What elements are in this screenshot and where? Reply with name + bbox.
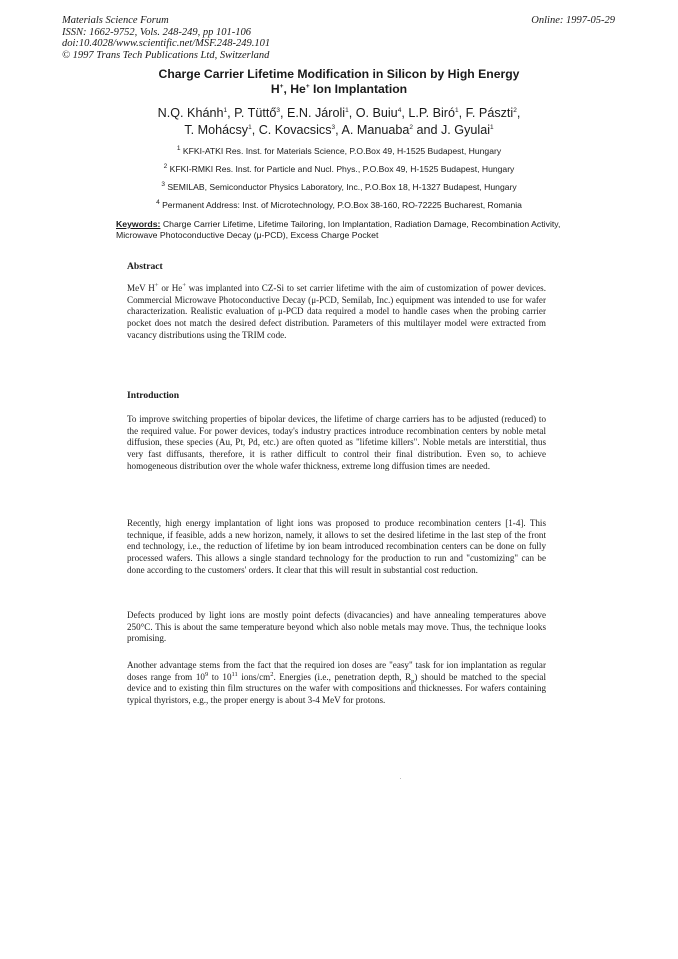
intro-paragraph-3: Defects produced by light ions are mostly point defects (divacancies) and have annealing temperatures above 250°C. This is about the same temperature beyond which also noble metals may move. Thus, the technique looks promising.	[127, 610, 546, 644]
and-word: and	[416, 122, 438, 137]
title-line-2	[62, 82, 616, 97]
title-rest: Ion Implantation	[309, 81, 408, 96]
paper-title	[62, 67, 616, 96]
journal-name: Materials Science Forum	[62, 15, 169, 26]
keywords-label: Keywords:	[116, 219, 161, 229]
affiliation: $^4$ Permanent Address: Inst. of Microtechnology, P.O.Box 38-160, RO-72225 Bucharest, Romania	[156, 199, 522, 210]
affiliation-list	[62, 142, 616, 214]
affiliation: $^1$ KFKI-ATKI Res. Inst. for Materials Science, P.O.Box 49, H-1525 Budapest, Hungary	[176, 145, 502, 156]
intro-paragraph-2: Recently, high energy implantation of light ions was proposed to produce recombination centers [1-4]. This technique, if feasible, adds a new horizon, namely, it allows to set the desired lifetime in the last step of the front end technology, i.e., the reduction of lifetime by ion beam introduced recombination centers can be done on fully processed wafers. This allows a single standard technology for the production to run and "customizing" can be done according to the customers' orders. It clear that this will result in substantial cost reduction.	[127, 518, 546, 575]
copyright-line: © 1997 Trans Tech Publications Ltd, Switzerland	[62, 49, 270, 61]
author: C. Kovacsics$^3$	[258, 122, 336, 137]
title-sup-2: +	[305, 82, 310, 90]
author: P. Tüttő$^3$	[234, 106, 280, 120]
author: T. Mohácsy$^1$	[184, 122, 252, 137]
affiliation: $^2$ KFKI-RMKI Res. Inst. for Particle and Nucl. Phys., P.O.Box 49, H-1525 Budapest, Hungary	[163, 163, 515, 174]
author-line-1: N.Q. Khánh$^1$, P. Tüttő$^3$, E.N. Jároli$^1$, O. Buiu$^4$, L.P. Biró$^1$, F. Pászti$^2$,	[157, 106, 521, 120]
title-line-1: Charge Carrier Lifetime Modification in Silicon by High Energy	[158, 67, 520, 81]
author-line-2: T. Mohácsy$^1$, C. Kovacsics$^3$, A. Manuaba$^2$ and J. Gyulai$^1$	[184, 122, 494, 137]
intro-paragraph-4: Another advantage stems from the fact that the required ion doses are "easy" task for ion implantation as regular doses range from $10^9$ to $10^{11}$ ions/$cm^2$. Energies (i.e., penetration depth, $R_p$) should be matched to the special device and to existing thin film structures on the wafer with compositions and thicknesses. For wafers containing typical thyristors, e.g., the proper energy is about 3-4 MeV for protons.	[127, 660, 546, 706]
author: F. Pászti$^2$	[465, 106, 517, 120]
abstract-heading: Abstract	[127, 261, 163, 272]
author: E.N. Jároli$^1$	[286, 106, 349, 120]
page-mark	[400, 778, 401, 779]
title-he: , He	[283, 81, 306, 96]
author-list	[62, 105, 616, 138]
intro-paragraph-1: To improve switching properties of bipolar devices, the lifetime of charge carriers has to be adjusted (reduced) to the required value. For power devices, today's industry practices introduce recombination centers by noble metal diffusion, these species (Au, Pt, Pd, etc.) are often quoted as "lifetime killers". Noble metals are interstitial, thus very fast diffusants, therefore, it is rather difficult to control their final distribution. Even so, to achieve homogeneous distribution over the whole wafer thickness, extreme long diffusion times are needed.	[127, 414, 546, 471]
keywords-text: Charge Carrier Lifetime, Lifetime Tailoring, Ion Implantation, Radiation Damage, Recombination Activity, Microwave Photoconductive Decay (μ-PCD), Excess Charge Pocket	[116, 219, 561, 240]
keywords	[116, 219, 566, 240]
title-sup-1: +	[279, 82, 284, 90]
introduction-heading: Introduction	[127, 390, 180, 401]
issn-line: ISSN: 1662-9752, Vols. 248-249, pp 101-106	[62, 26, 251, 38]
author: J. Gyulai$^1$	[441, 122, 494, 137]
journal-header	[62, 15, 270, 61]
author: N.Q. Khánh$^1$	[157, 106, 228, 120]
author: O. Buiu$^4$	[355, 106, 402, 120]
author: A. Manuaba$^2$	[341, 122, 413, 137]
title-h: H	[270, 81, 280, 96]
author: L.P. Biró$^1$	[408, 106, 459, 120]
doi-line[interactable]: doi:10.4028/www.scientific.net/MSF.248-249.101	[62, 38, 271, 49]
affiliation: $^3$ SEMILAB, Semiconductor Physics Laboratory, Inc., P.O.Box 18, H-1327 Budapest, Hungary	[161, 181, 517, 192]
online-date: Online: 1997-05-29	[531, 15, 615, 26]
abstract-text: MeV H+ or He+ was implanted into CZ-Si to set carrier lifetime with the aim of customization of power devices. Commercial Microwave Photoconductive Decay (μ-PCD, Semilab, Inc.) equipment was intended to use for wafer characterization. Realistic evaluation of μ-PCD data required a model to handle cases when the probing carrier pocket does not match the desired defect distribution. Parameters of this multilayer model were extracted from vacancy distributions using the TRIM code.	[127, 281, 546, 340]
